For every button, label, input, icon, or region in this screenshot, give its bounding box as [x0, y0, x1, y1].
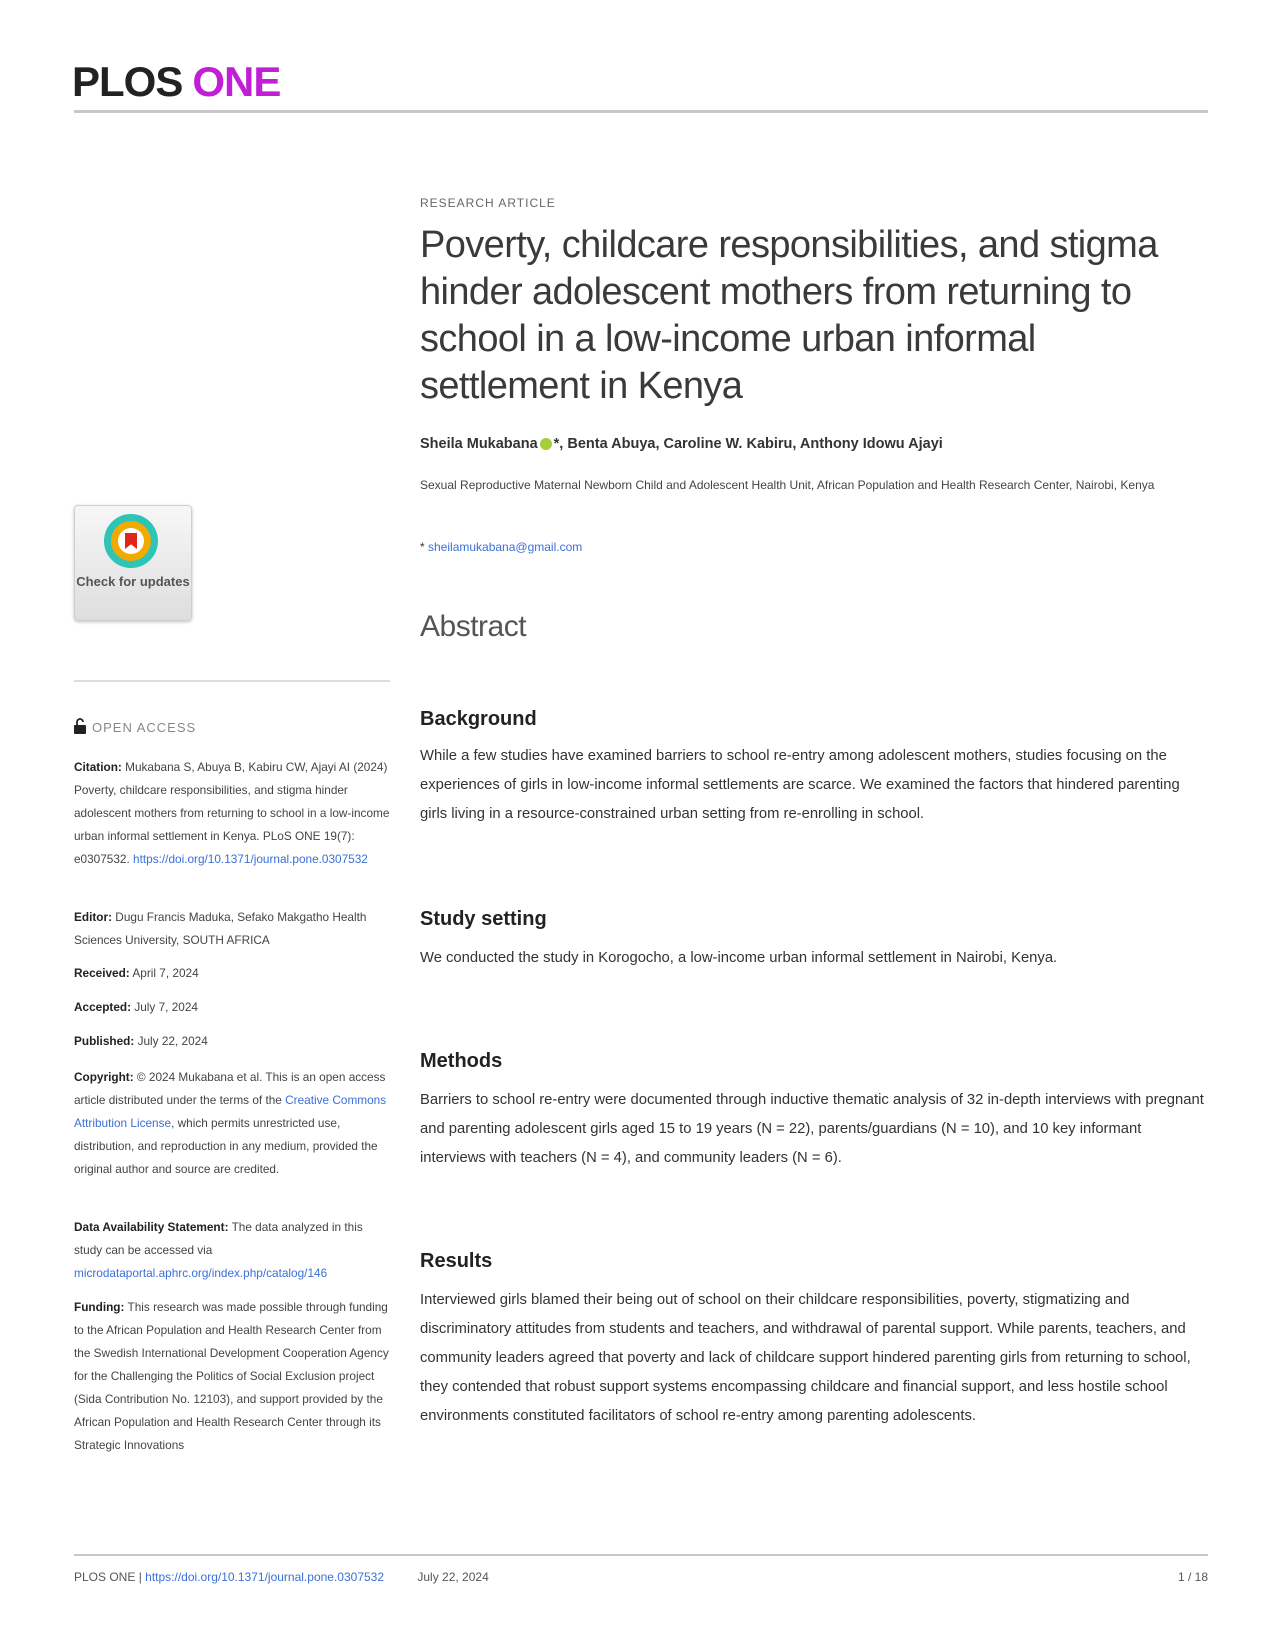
- data-availability-link[interactable]: microdataportal.aphrc.org/index.php/catalog/146: [74, 1266, 328, 1280]
- logo-plos: PLOS: [72, 58, 183, 105]
- section-text-study-setting: We conducted the study in Korogocho, a low-income urban informal settlement in Nairobi, Kenya.: [420, 950, 1058, 966]
- section-heading-methods: Methods: [420, 1050, 503, 1072]
- received-date: April 7, 2024: [132, 966, 199, 980]
- data-availability-text: The data analyzed in this study can be accessed via: [74, 1220, 363, 1257]
- footer-doi-link[interactable]: https://doi.org/10.1371/journal.pone.0307532: [145, 1570, 385, 1584]
- editor-text: Dugu Francis Maduka, Sefako Makgatho Health Sciences University, SOUTH AFRICA: [74, 910, 367, 947]
- editor-block: [74, 906, 392, 952]
- copyright-text-end: , which permits unrestricted use, distribution, and reproduction in any medium, provided the original author and source are credited.: [74, 1116, 378, 1176]
- email-marker: *: [420, 540, 425, 554]
- page-number: 1 / 18: [1177, 1570, 1208, 1584]
- accepted-label: Accepted:: [74, 1000, 132, 1014]
- data-availability-block: [74, 1216, 392, 1285]
- logo-one: ONE: [192, 58, 281, 105]
- crossmark-icon: [104, 514, 158, 568]
- author-mark: *,: [553, 436, 564, 452]
- citation-text: Mukabana S, Abuya B, Kabiru CW, Ajayi AI (2024) Poverty, childcare responsibilities, and stigma hinder adolescent mothers from returning to school in a low-income urban informal settlement in Kenya. PLoS ONE 19(7): e0307532.: [74, 760, 390, 866]
- published-block: [74, 1030, 392, 1053]
- footer-journal: PLOS ONE |: [74, 1570, 142, 1584]
- open-lock-icon: [74, 718, 86, 734]
- citation-doi-link[interactable]: https://doi.org/10.1371/journal.pone.0307532: [133, 852, 368, 866]
- open-access-text: OPEN ACCESS: [92, 720, 197, 735]
- accepted-date: July 7, 2024: [134, 1000, 198, 1014]
- received-label: Received:: [74, 966, 130, 980]
- orcid-icon[interactable]: [540, 438, 552, 450]
- section-text-background: While a few studies have examined barriers to school re-entry among adolescent mothers, studies focusing on the experiences of girls in low-income informal settlements are scarce. We examined the factors that hindered parenting girls living in a resource-constrained urban setting from re-enrolling in school.: [420, 748, 1180, 822]
- section-text-methods: Barriers to school re-entry were documented through inductive thematic analysis of 32 in-depth interviews with pregnant and parenting adolescent girls aged 15 to 19 years (N = 22), parents/guardians (N = 10), and 10 key informant interviews with teachers (N = 4), and community leaders (N = 6).: [420, 1092, 1204, 1166]
- journal-logo: [72, 58, 280, 106]
- section-heading-background: Background: [420, 708, 537, 730]
- section-text-results: Interviewed girls blamed their being out of school on their childcare responsibilities, poverty, stigmatizing and discriminatory attitudes from students and teachers, and withdrawal of parental support. While parents, teachers, and community leaders agreed that poverty and lack of childcare support hindered parenting girls from returning to school, they contended that robust support systems encompassing childcare and financial support, and less hostile school environments constituted facilitators of school re-entry among parenting adolescents.: [420, 1292, 1191, 1424]
- section-heading-study-setting: Study setting: [420, 908, 547, 930]
- copyright-label: Copyright:: [74, 1070, 134, 1084]
- section-heading-results: Results: [420, 1250, 493, 1272]
- sidebar-divider: [74, 680, 390, 682]
- check-for-updates-badge[interactable]: [74, 505, 192, 621]
- accepted-block: [74, 996, 392, 1019]
- funding-label: Funding:: [74, 1300, 125, 1314]
- footer-divider: [74, 1554, 1208, 1556]
- author-corresponding[interactable]: Sheila Mukabana: [420, 436, 538, 452]
- copyright-text: © 2024 Mukabana et al. This is an open access article distributed under the terms of the: [74, 1070, 386, 1107]
- citation-label: Citation:: [74, 760, 122, 774]
- published-date: July 22, 2024: [137, 1034, 208, 1048]
- funding-block: [74, 1296, 392, 1457]
- article-type: RESEARCH ARTICLE: [420, 196, 556, 210]
- author-others[interactable]: Benta Abuya, Caroline W. Kabiru, Anthony Idowu Ajayi: [567, 436, 943, 452]
- author-list: [420, 436, 1210, 452]
- funding-text: This research was made possible through funding to the African Population and Health Research Center from the Swedish International Development Cooperation Agency for the Challenging the Politics of Social Exclusion project (Sida Contribution No. 12103), and support provided by the African Population and Health Research Center through its Strategic Innovations: [74, 1300, 389, 1452]
- footer: [74, 1570, 489, 1584]
- corresponding-email: [420, 540, 582, 554]
- badge-label: Check for updates: [76, 574, 190, 589]
- license-link[interactable]: Creative Commons Attribution License: [74, 1093, 387, 1130]
- published-label: Published:: [74, 1034, 135, 1048]
- received-block: [74, 962, 392, 985]
- editor-label: Editor:: [74, 910, 113, 924]
- email-link[interactable]: sheilamukabana@gmail.com: [428, 540, 583, 554]
- abstract-heading: Abstract: [420, 610, 527, 643]
- data-availability-label: Data Availability Statement:: [74, 1220, 229, 1234]
- copyright-block: [74, 1066, 392, 1181]
- header-divider: [74, 110, 1208, 113]
- open-access-label: [74, 718, 196, 735]
- affiliation: Sexual Reproductive Maternal Newborn Child and Adolescent Health Unit, African Population and Health Research Center, Nairobi, Kenya: [420, 478, 1155, 492]
- citation-block: [74, 756, 392, 871]
- footer-date: July 22, 2024: [417, 1570, 489, 1584]
- article-title: Poverty, childcare responsibilities, and stigma hinder adolescent mothers from returning to school in a low-income urban informal settlement in Kenya: [420, 224, 1158, 407]
